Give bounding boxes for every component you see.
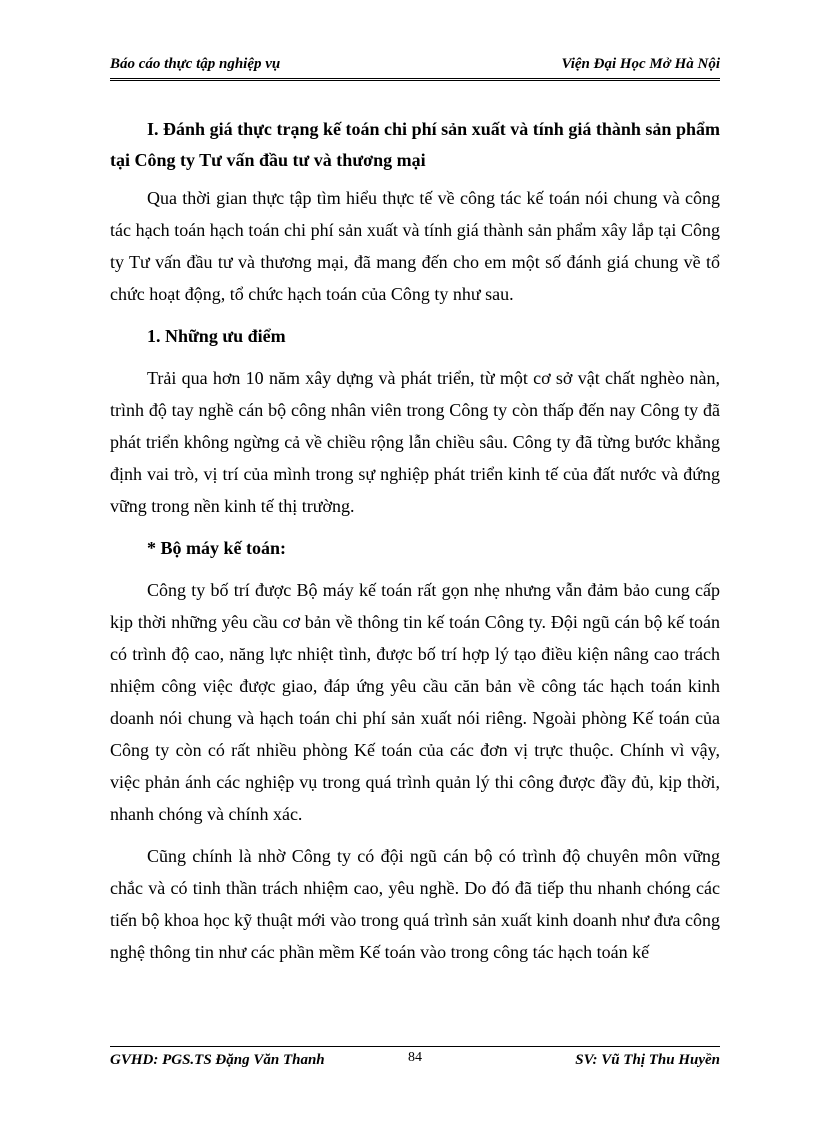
section-heading: I. Đánh giá thực trạng kế toán chi phí sản xuất và tính giá thành sản phẩm tại Công ty Tư vấn đầu tư và thương mại: [110, 119, 720, 170]
page-content: [110, 114, 720, 978]
page-footer: [110, 1046, 720, 1069]
footer-student: SV: Vũ Thị Thu Huyền: [575, 1052, 720, 1068]
page-header: [110, 56, 720, 81]
footer-supervisor: GVHD: PGS.TS Đặng Văn Thanh: [110, 1052, 325, 1068]
paragraph-accounting-apparatus: Công ty bố trí được Bộ máy kế toán rất gọn nhẹ nhưng vẫn đảm bảo cung cấp kịp thời những yêu cầu cơ bản về thông tin kế toán Công ty. Đội ngũ cán bộ kế toán có trình độ cao, năng lực nhiệt tình, được bố trí hợp lý tạo điều kiện nâng cao trách nhiệm công việc được giao, đáp ứng yêu cầu căn bản về công tác hạch toán kinh doanh nói chung và hạch toán chi phí sản xuất nói riêng. Ngoài phòng Kế toán của Công ty còn có rất nhiều phòng Kế toán của các đơn vị trực thuộc. Chính vì vậy, việc phản ánh các nghiệp vụ trong quá trình quản lý thi công được đầy đủ, kịp thời, nhanh chóng và chính xác.: [110, 580, 720, 824]
subheading-accounting-apparatus: * Bộ máy kế toán:: [147, 538, 286, 558]
page-number: 84: [408, 1050, 422, 1065]
paragraph-intro: Qua thời gian thực tập tìm hiểu thực tế về công tác kế toán nói chung và công tác hạch toán hạch toán chi phí sản xuất và tính giá thành sản phẩm xây lắp tại Công ty Tư vấn đầu tư và thương mại, đã mang đến cho em một số đánh giá chung về tổ chức hoạt động, tổ chức hạch toán của Công ty như sau.: [110, 188, 720, 304]
header-report-title: Báo cáo thực tập nghiệp vụ: [110, 56, 281, 72]
paragraph-history: Trải qua hơn 10 năm xây dựng và phát triển, từ một cơ sở vật chất nghèo nàn, trình độ tay nghề cán bộ công nhân viên trong Công ty còn thấp đến nay Công ty đã phát triển không ngừng cả về chiều rộng lẫn chiều sâu. Công ty đã từng bước khẳng định vai trò, vị trí của mình trong sự nghiệp phát triển kinh tế của đất nước và đứng vững trong nền kinh tế thị trường.: [110, 368, 720, 516]
subheading-advantages: 1. Những ưu điểm: [147, 326, 286, 346]
paragraph-staff: Cũng chính là nhờ Công ty có đội ngũ cán bộ có trình độ chuyên môn vững chắc và có tinh thần trách nhiệm cao, yêu nghề. Do đó đã tiếp thu nhanh chóng các tiến bộ khoa học kỹ thuật mới vào trong quá trình sản xuất kinh doanh như đưa công nghệ thông tin như các phần mềm Kế toán vào trong công tác hạch toán kế: [110, 846, 720, 962]
header-institution: Viện Đại Học Mở Hà Nội: [561, 56, 720, 72]
